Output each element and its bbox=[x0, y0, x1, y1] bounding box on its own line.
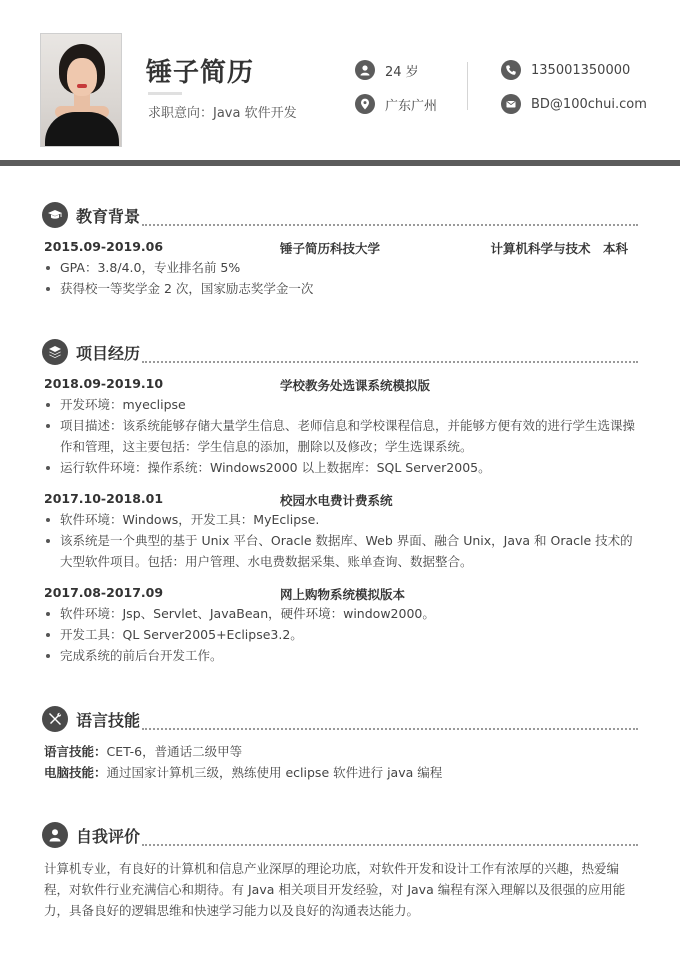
project-detail-list bbox=[44, 509, 640, 572]
language-skill bbox=[44, 741, 640, 762]
section-projects-header bbox=[42, 339, 638, 365]
project-name: 学校教务处选课系统模拟版 bbox=[280, 378, 431, 393]
list-item: 项目描述：该系统能够存储大量学生信息、老师信息和学校课程信息，并能够方便有效的进行学生选课操作和管理，这主要包括：学生信息的添加，删除以及修改；学生选课系统。 bbox=[44, 415, 640, 457]
project-date: 2017.10-2018.01 bbox=[44, 491, 164, 506]
project-row bbox=[44, 376, 636, 391]
section-skills-header bbox=[42, 706, 638, 732]
graduation-cap-icon bbox=[42, 202, 68, 228]
project-name: 网上购物系统模拟版本 bbox=[280, 587, 406, 602]
resume-header bbox=[0, 0, 680, 160]
project-date: 2017.08-2017.09 bbox=[44, 585, 164, 600]
list-item: GPA：3.8/4.0，专业排名前 5% bbox=[44, 257, 640, 278]
project-date: 2018.09-2019.10 bbox=[44, 376, 164, 391]
profile-photo bbox=[40, 33, 122, 147]
computer-skill bbox=[44, 762, 640, 783]
info-divider bbox=[467, 62, 468, 110]
phone-icon bbox=[501, 60, 521, 80]
list-item: 软件环境：Windows，开发工具：MyEclipse. bbox=[44, 509, 640, 530]
education-school: 锤子简历科技大学 bbox=[280, 241, 381, 256]
header-bottom-bar bbox=[0, 160, 680, 166]
age-text: 24 岁 bbox=[385, 64, 419, 80]
section-title: 项目经历 bbox=[76, 343, 141, 363]
section-divider bbox=[142, 728, 638, 730]
tools-icon bbox=[42, 706, 68, 732]
section-self-eval-header bbox=[42, 822, 638, 848]
list-item: 完成系统的前后台开发工作。 bbox=[44, 645, 640, 666]
education-row bbox=[44, 239, 636, 254]
self-eval-text: 计算机专业，有良好的计算机和信息产业深厚的理论功底，对软件开发和设计工作有浓厚的兴趣，热爱编程，对软件行业充满信心和期待。有 Java 相关项目开发经验，对 Java 编程有深入理解以及很强的应用能力，具备良好的逻辑思维和快速学习能力以及良好的沟通表达能力。 bbox=[44, 861, 626, 918]
section-education-header bbox=[42, 202, 638, 228]
project-name: 校园水电费计费系统 bbox=[280, 493, 393, 508]
section-divider bbox=[142, 224, 638, 226]
education-major: 计算机科学与技术 本科 bbox=[490, 241, 628, 256]
education-date: 2015.09-2019.06 bbox=[44, 239, 164, 254]
phone-info bbox=[501, 60, 630, 80]
computer-skill-value: 通过国家计算机三级，熟练使用 eclipse 软件进行 java 编程 bbox=[106, 765, 443, 780]
layers-icon bbox=[42, 339, 68, 365]
computer-skill-label: 电脑技能： bbox=[44, 765, 107, 780]
education-list bbox=[44, 257, 640, 299]
list-item: 运行软件环境：操作系统：Windows2000 以上数据库：SQL Server2005。 bbox=[44, 457, 640, 478]
person-icon bbox=[42, 822, 68, 848]
location-text: 广东广州 bbox=[385, 98, 438, 114]
section-title: 语言技能 bbox=[76, 710, 141, 730]
section-title: 教育背景 bbox=[76, 206, 141, 226]
location-info bbox=[355, 94, 437, 114]
candidate-name: 锤子简历 bbox=[146, 58, 255, 88]
phone-text[interactable]: 135001350000 bbox=[531, 62, 631, 78]
list-item: 该系统是一个典型的基于 Unix 平台、Oracle 数据库、Web 界面、融合 Unix，Java 和 Oracle 技术的大型软件项目。包括：用户管理、水电费数据采集、账单查询、数据整合。 bbox=[44, 530, 640, 572]
list-item: 开发环境：myeclipse bbox=[44, 394, 640, 415]
language-skill-label: 语言技能： bbox=[44, 744, 107, 759]
email-text[interactable]: BD@100chui.com bbox=[531, 96, 647, 112]
project-detail-list bbox=[44, 603, 640, 666]
location-pin-icon bbox=[355, 94, 375, 114]
list-item: 开发工具：QL Server2005+Eclipse3.2。 bbox=[44, 624, 640, 645]
project-detail-list bbox=[44, 394, 640, 478]
section-title: 自我评价 bbox=[76, 826, 141, 846]
project-row bbox=[44, 491, 636, 506]
email-info bbox=[501, 94, 647, 114]
name-underline bbox=[148, 92, 182, 95]
list-item: 软件环境：Jsp、Servlet、JavaBean，硬件环境：window2000。 bbox=[44, 603, 640, 624]
section-divider bbox=[142, 361, 638, 363]
list-item: 获得校一等奖学金 2 次，国家励志奖学金一次 bbox=[44, 278, 640, 299]
project-row bbox=[44, 585, 636, 600]
user-icon bbox=[355, 60, 375, 80]
age-info bbox=[355, 60, 419, 80]
language-skill-value: CET-6，普通话二级甲等 bbox=[106, 744, 243, 759]
email-icon bbox=[501, 94, 521, 114]
job-intent: 求职意向：Java 软件开发 bbox=[148, 106, 297, 121]
section-divider bbox=[142, 844, 638, 846]
